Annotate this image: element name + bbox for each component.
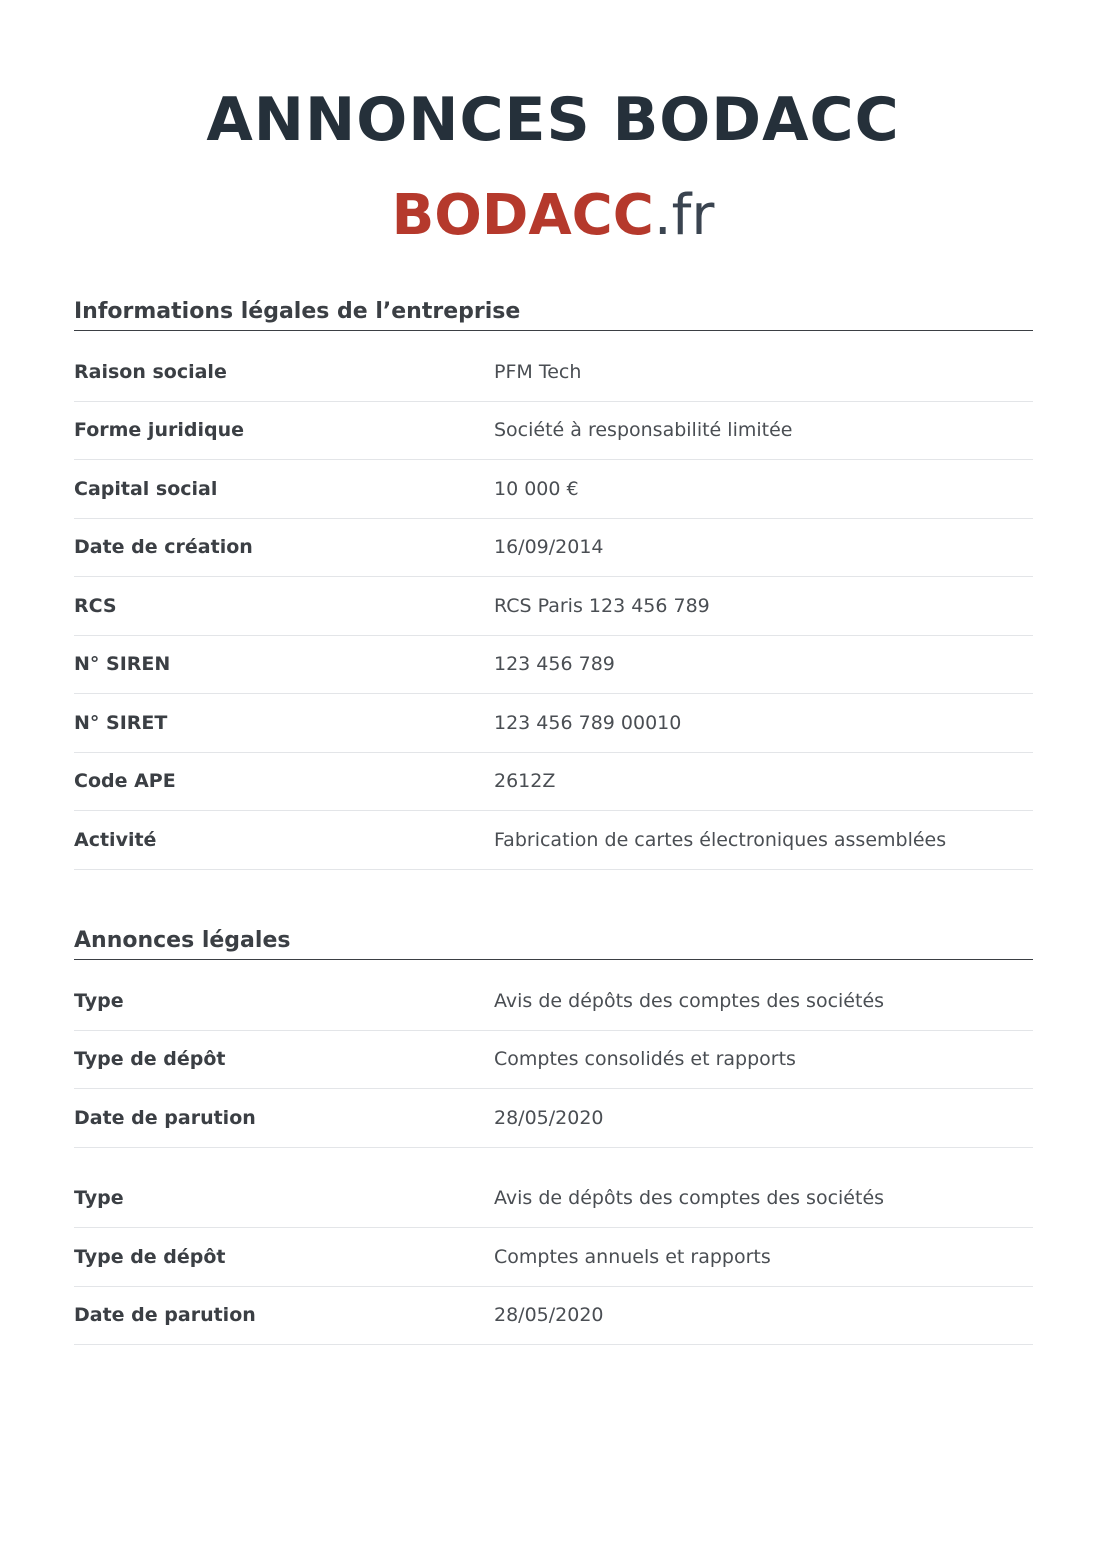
info-value: 2612Z	[494, 770, 556, 793]
info-row-date-creation	[74, 519, 1033, 578]
company-info-table	[74, 343, 1033, 870]
page-title: ANNONCES BODACC	[206, 85, 900, 155]
info-value: 123 456 789	[494, 653, 615, 676]
announcement-label: Date de parution	[74, 1106, 256, 1129]
announcement-value: Comptes annuels et rapports	[494, 1245, 771, 1268]
announcement-label: Date de parution	[74, 1304, 256, 1327]
info-row-forme-juridique	[74, 402, 1033, 461]
info-label: Capital social	[74, 477, 218, 500]
announcements-list	[74, 972, 1033, 1345]
logo-tld-text: .fr	[653, 183, 715, 248]
announcement-value: 28/05/2020	[494, 1304, 604, 1327]
announcements-section	[74, 924, 1033, 1345]
announcement-label: Type	[74, 1187, 124, 1210]
info-value: PFM Tech	[494, 360, 582, 383]
info-row-activite	[74, 811, 1033, 870]
info-label: RCS	[74, 594, 117, 617]
info-value: RCS Paris 123 456 789	[494, 594, 710, 617]
announcement-group	[74, 1170, 1033, 1346]
announcement-label: Type	[74, 989, 124, 1012]
info-value: Fabrication de cartes électroniques assemblées	[494, 828, 947, 851]
info-row-siren	[74, 636, 1033, 695]
info-value: 123 456 789 00010	[494, 711, 682, 734]
announcement-row-type-depot	[74, 1031, 1033, 1090]
info-label: Forme juridique	[74, 419, 244, 442]
info-label: Date de création	[74, 536, 253, 559]
logo-brand-text: BODACC	[391, 183, 654, 248]
info-value: Société à responsabilité limitée	[494, 419, 793, 442]
announcement-value: 28/05/2020	[494, 1106, 604, 1129]
info-value: 10 000 €	[494, 477, 579, 500]
bodacc-logo	[0, 180, 1106, 252]
announcement-row-type-depot	[74, 1228, 1033, 1287]
info-row-code-ape	[74, 753, 1033, 812]
info-row-siret	[74, 694, 1033, 753]
info-row-rcs	[74, 577, 1033, 636]
info-row-raison-sociale	[74, 343, 1033, 402]
section-title-announcements: Annonces légales	[74, 924, 1033, 960]
info-label: Activité	[74, 828, 157, 851]
announcement-row-date-parution	[74, 1089, 1033, 1148]
announcement-row-type	[74, 972, 1033, 1031]
info-label: N° SIRET	[74, 711, 168, 734]
info-row-capital-social	[74, 460, 1033, 519]
announcement-group	[74, 972, 1033, 1148]
announcement-row-date-parution	[74, 1287, 1033, 1346]
info-label: Raison sociale	[74, 360, 227, 383]
info-label: Code APE	[74, 770, 176, 793]
info-label: N° SIREN	[74, 653, 171, 676]
section-title-company-info: Informations légales de l’entreprise	[74, 295, 1033, 331]
announcement-value: Avis de dépôts des comptes des sociétés	[494, 1187, 885, 1210]
announcement-value: Comptes consolidés et rapports	[494, 1048, 796, 1071]
announcement-label: Type de dépôt	[74, 1245, 226, 1268]
announcement-value: Avis de dépôts des comptes des sociétés	[494, 989, 885, 1012]
company-info-section	[74, 295, 1033, 870]
info-value: 16/09/2014	[494, 536, 604, 559]
announcement-row-type	[74, 1170, 1033, 1229]
announcement-label: Type de dépôt	[74, 1048, 226, 1071]
